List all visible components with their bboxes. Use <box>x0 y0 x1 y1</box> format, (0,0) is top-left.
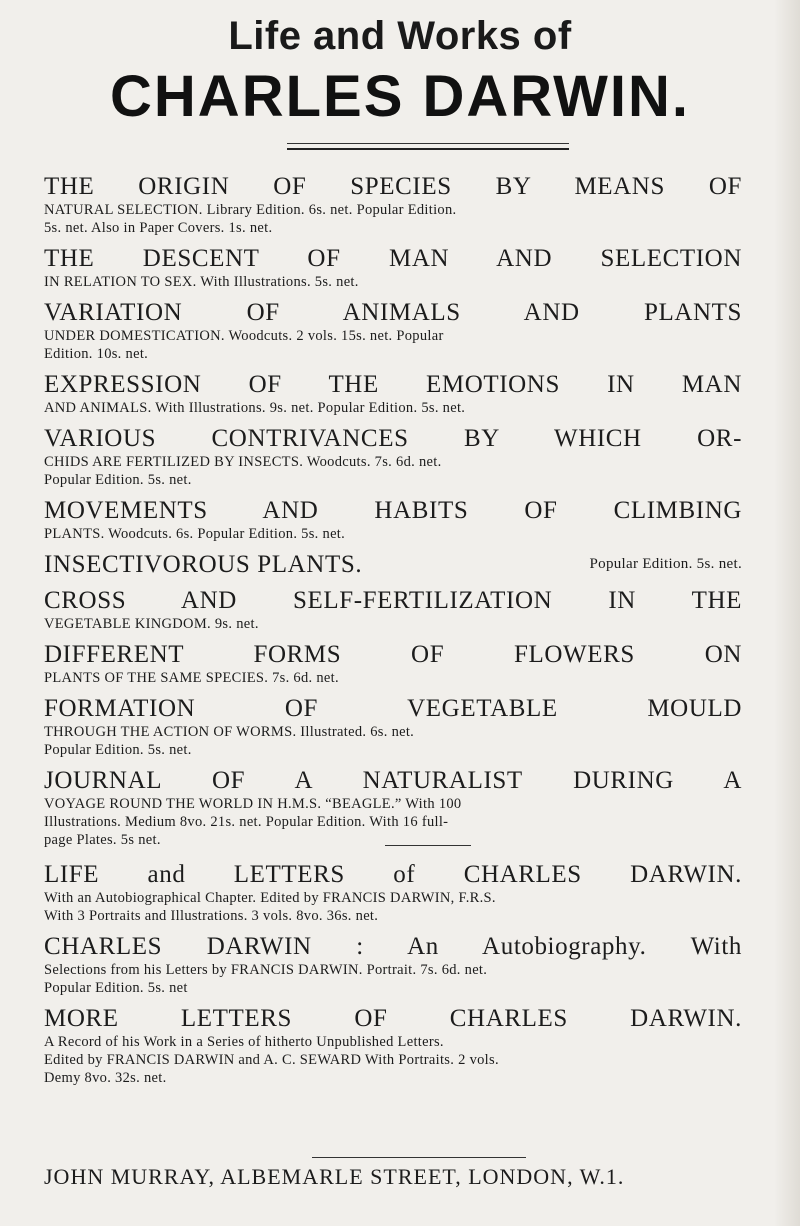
book-details-line: VOYAGE ROUND THE WORLD IN H.M.S. “BEAGLE.” With 100 <box>44 796 462 812</box>
letters-list <box>44 860 742 1094</box>
book-title: INSECTIVOROUS PLANTS. <box>44 551 363 578</box>
book-price: Popular Edition. 5s. net. <box>589 556 742 572</box>
book-title: JOURNAL OF A NATURALIST DURING A <box>44 767 742 794</box>
header-rule <box>287 143 569 144</box>
book-title: FORMATION OF VEGETABLE MOULD <box>44 695 742 722</box>
book-entry <box>44 496 742 543</box>
book-title: THE DESCENT OF MAN AND SELECTION <box>44 245 742 272</box>
header-line1: Life and Works of <box>228 14 572 58</box>
book-entry <box>44 298 742 363</box>
book-details-line: CHIDS ARE FERTILIZED BY INSECTS. Woodcuts. 7s. 6d. net. <box>44 454 442 470</box>
book-entry <box>44 694 742 759</box>
book-details-line: Popular Edition. 5s. net. <box>44 472 192 488</box>
book-details-line: PLANTS. Woodcuts. 6s. Popular Edition. 5s. net. <box>44 526 346 542</box>
book-details-line: VEGETABLE KINGDOM. 9s. net. <box>44 616 259 632</box>
book-title: THE ORIGIN OF SPECIES BY MEANS OF <box>44 173 742 200</box>
book-details-line: Edition. 10s. net. <box>44 346 149 362</box>
book-title: VARIATION OF ANIMALS AND PLANTS <box>44 299 742 326</box>
publisher-imprint: JOHN MURRAY, ALBEMARLE STREET, LONDON, W.1. <box>44 1164 625 1189</box>
book-title: MORE LETTERS OF CHARLES DARWIN. <box>44 1005 742 1032</box>
header-line2: CHARLES DARWIN. <box>110 64 690 129</box>
book-entry <box>44 550 742 579</box>
book-entry <box>44 424 742 489</box>
book-entry <box>44 1004 742 1087</box>
page-edge-shade <box>774 0 800 1226</box>
book-details-line: Selections from his Letters by FRANCIS DARWIN. Portrait. 7s. 6d. net. <box>44 962 488 978</box>
book-details-line: page Plates. 5s net. <box>44 832 161 848</box>
section-rule <box>385 845 471 846</box>
book-entry <box>44 244 742 291</box>
book-entry <box>44 640 742 687</box>
book-entry <box>44 860 742 925</box>
book-details-line: NATURAL SELECTION. Library Edition. 6s. net. Popular Edition. <box>44 202 457 218</box>
book-entry <box>44 172 742 237</box>
works-list <box>44 172 742 856</box>
book-details-line: Popular Edition. 5s. net. <box>44 742 192 758</box>
book-details-line: A Record of his Work in a Series of hitherto Unpublished Letters. <box>44 1034 444 1050</box>
book-title: EXPRESSION OF THE EMOTIONS IN MAN <box>44 371 742 398</box>
book-details-line: Edited by FRANCIS DARWIN and A. C. SEWARD With Portraits. 2 vols. <box>44 1052 499 1068</box>
book-details-line: AND ANIMALS. With Illustrations. 9s. net. Popular Edition. 5s. net. <box>44 400 466 416</box>
footer-rule <box>312 1157 526 1158</box>
book-details-line: UNDER DOMESTICATION. Woodcuts. 2 vols. 15s. net. Popular <box>44 328 444 344</box>
book-entry <box>44 932 742 997</box>
book-title: VARIOUS CONTRIVANCES BY WHICH OR- <box>44 425 742 452</box>
book-title: LIFE and LETTERS of CHARLES DARWIN. <box>44 861 742 888</box>
book-title: CHARLES DARWIN : An Autobiography. With <box>44 933 742 960</box>
book-title: MOVEMENTS AND HABITS OF CLIMBING <box>44 497 742 524</box>
book-title: CROSS AND SELF-FERTILIZATION IN THE <box>44 587 742 614</box>
header-rule-thick <box>287 148 569 150</box>
book-details-line: With 3 Portraits and Illustrations. 3 vols. 8vo. 36s. net. <box>44 908 379 924</box>
book-entry <box>44 586 742 633</box>
book-details-line: Popular Edition. 5s. net <box>44 980 188 996</box>
book-details-line: Illustrations. Medium 8vo. 21s. net. Popular Edition. With 16 full- <box>44 814 449 830</box>
page-header <box>0 14 800 130</box>
book-details-line: IN RELATION TO SEX. With Illustrations. 5s. net. <box>44 274 359 290</box>
book-entry <box>44 370 742 417</box>
book-details-line: THROUGH THE ACTION OF WORMS. Illustrated. 6s. net. <box>44 724 415 740</box>
book-title: DIFFERENT FORMS OF FLOWERS ON <box>44 641 742 668</box>
book-details-line: With an Autobiographical Chapter. Edited by FRANCIS DARWIN, F.R.S. <box>44 890 496 906</box>
book-details-line: PLANTS OF THE SAME SPECIES. 7s. 6d. net. <box>44 670 339 686</box>
book-entry <box>44 766 742 849</box>
book-details-line: Demy 8vo. 32s. net. <box>44 1070 167 1086</box>
book-details-line: 5s. net. Also in Paper Covers. 1s. net. <box>44 220 273 236</box>
